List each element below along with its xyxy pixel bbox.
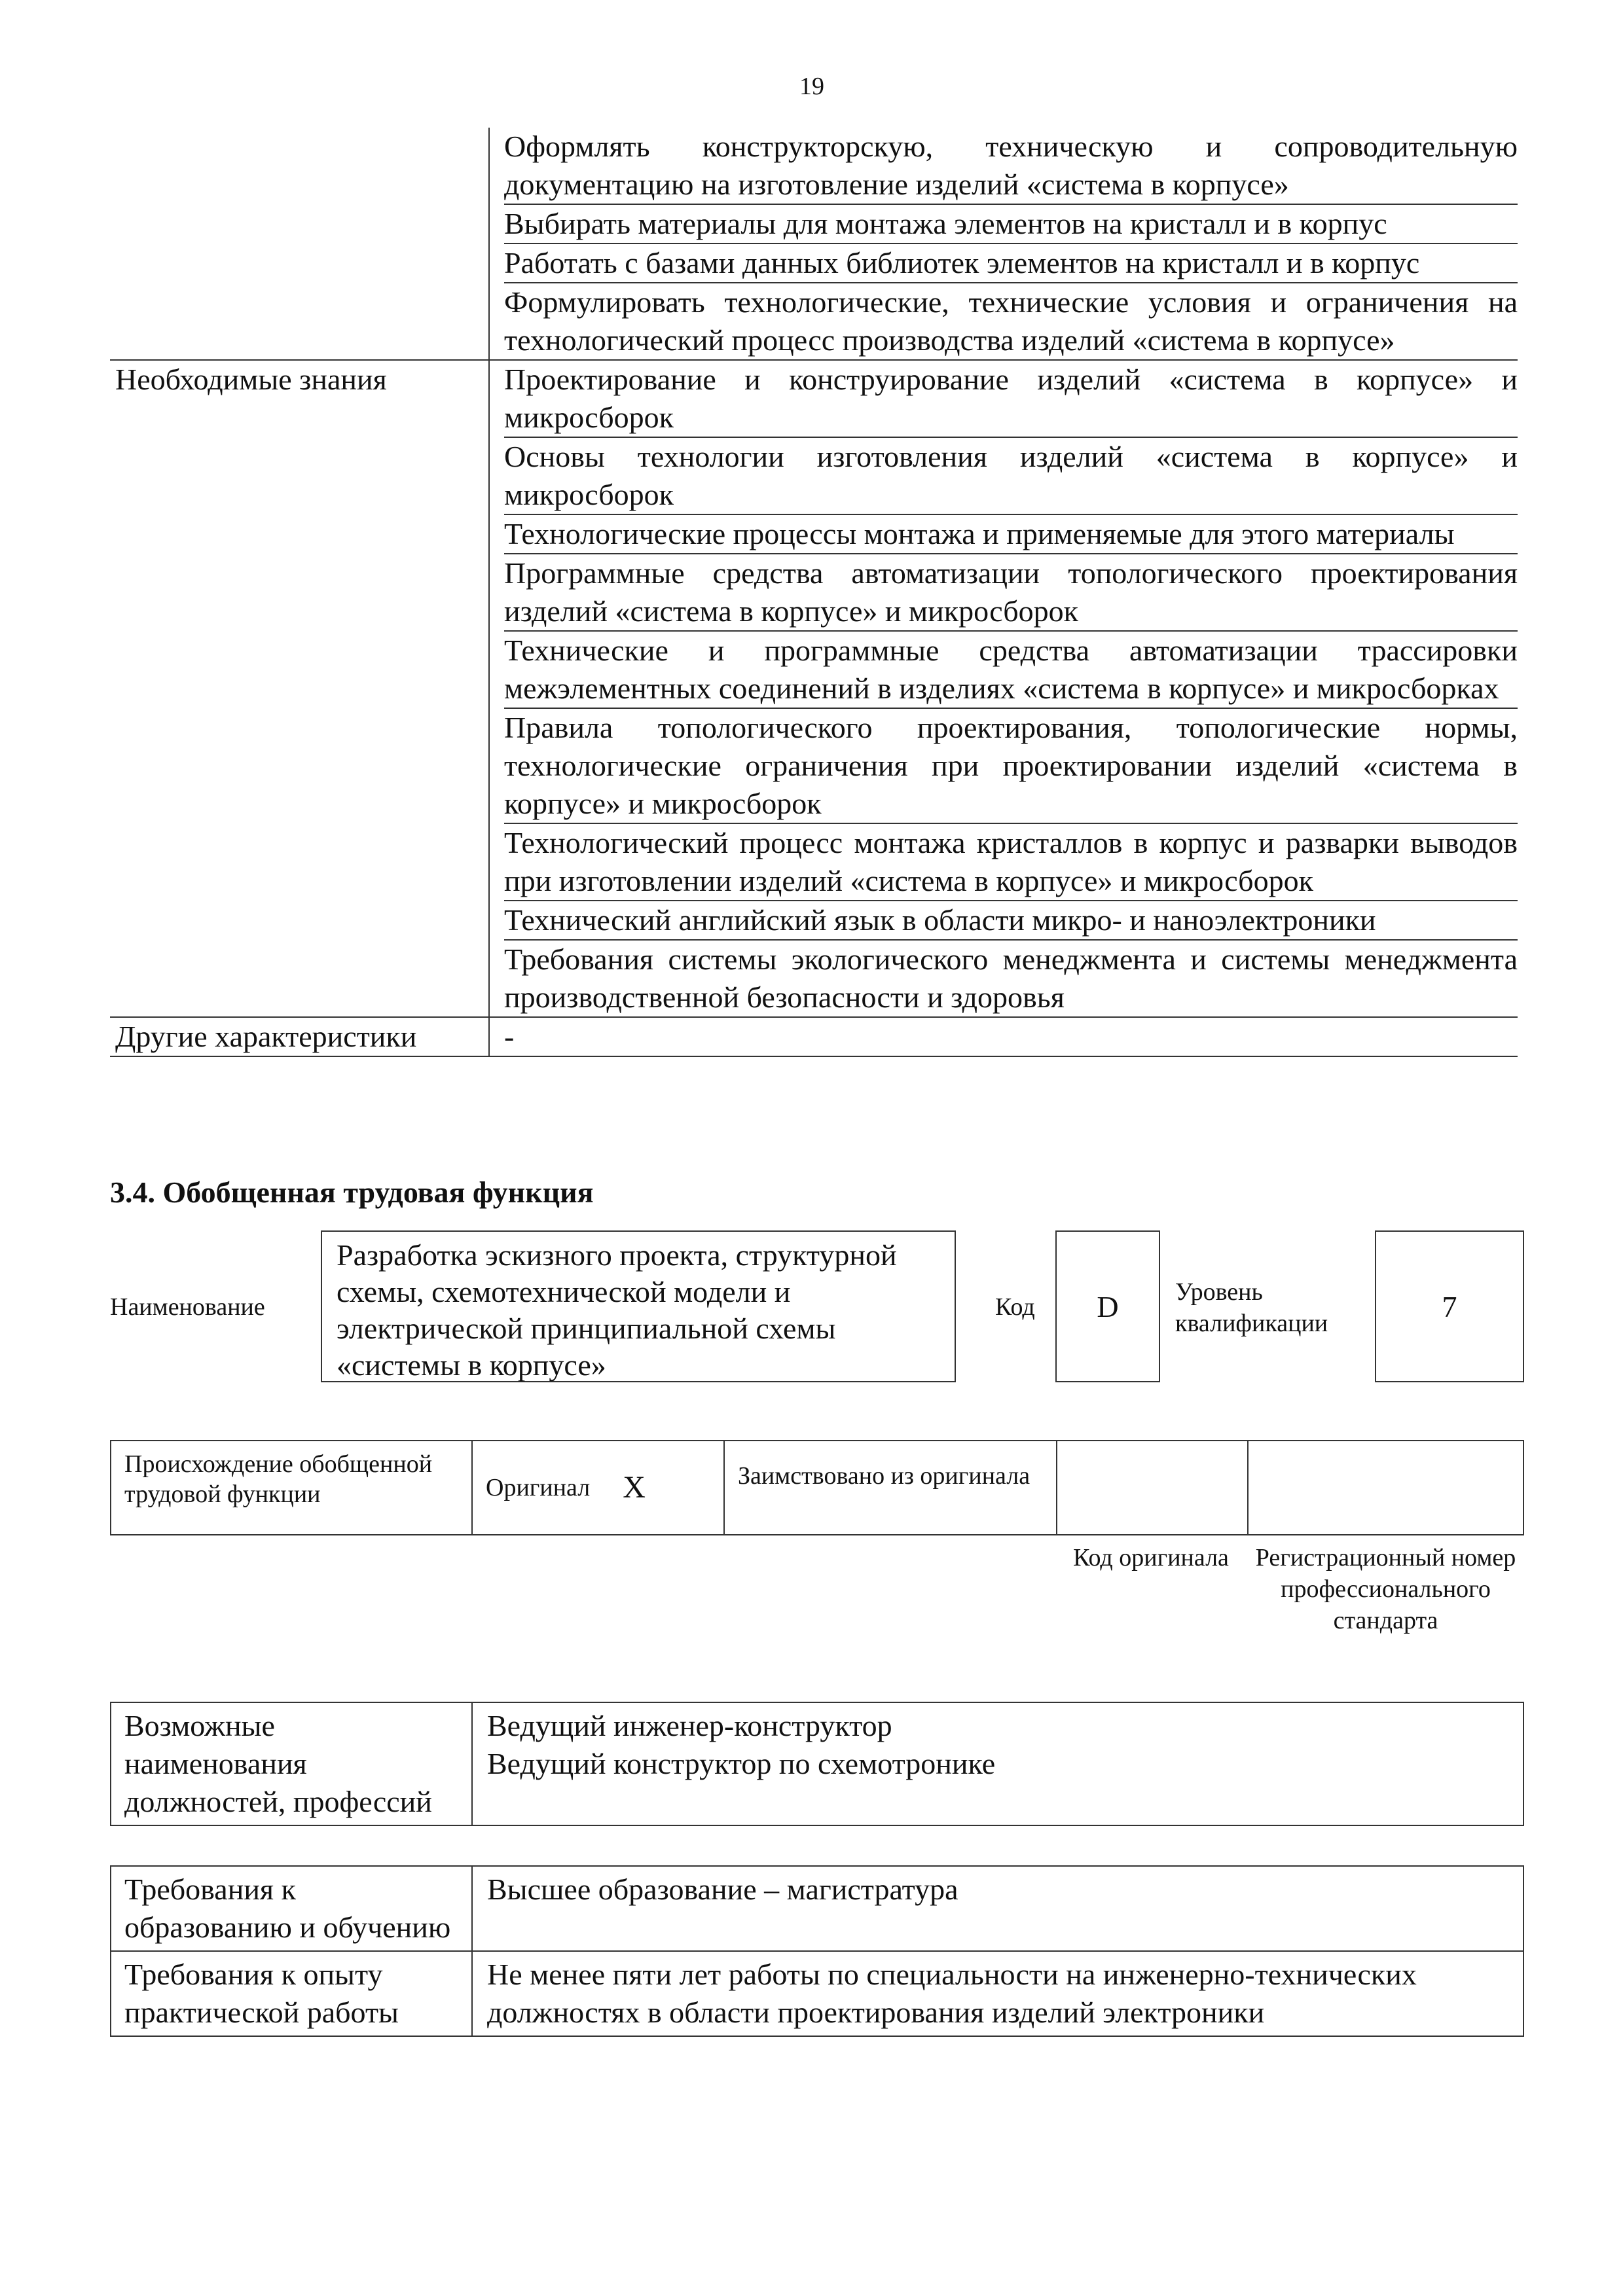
knowledge-label: Необходимые знания xyxy=(110,361,490,1016)
experience-row xyxy=(111,1952,1523,2036)
skill-item: Работать с базами данных библиотек элементов на кристалл и в корпус xyxy=(504,244,1518,283)
code-box xyxy=(1055,1230,1160,1382)
other-label: Другие характеристики xyxy=(110,1018,490,1056)
level-label xyxy=(1175,1276,1328,1339)
origin-table xyxy=(110,1440,1524,1535)
origin-label: Происхождение обобщенной трудовой функции xyxy=(111,1441,473,1534)
function-name-box xyxy=(321,1230,956,1382)
knowledge-item: Правила топологического проектирования, топологические нормы, технологические ограничения при проектировании изделий «система в корпусе» и микросборок xyxy=(504,709,1518,824)
original-label: Оригинал xyxy=(486,1474,591,1501)
positions-table xyxy=(110,1702,1524,1826)
education-label: Требования к образованию и обучению xyxy=(111,1867,473,1950)
requirements-table xyxy=(110,1865,1524,2037)
caption-registration-number: Регистрационный номер профессионального стандарта xyxy=(1255,1544,1516,1634)
position-item: Ведущий конструктор по схемотронике xyxy=(487,1747,996,1780)
skills-label-cell xyxy=(110,128,490,359)
borrowed-label: Заимствовано из оригинала xyxy=(725,1441,1057,1534)
code-label: Код xyxy=(995,1293,1035,1321)
code-value: D xyxy=(1097,1289,1119,1323)
skills-list xyxy=(490,128,1518,359)
level-label-line2: квалификации xyxy=(1175,1310,1328,1337)
level-box xyxy=(1375,1230,1524,1382)
knowledge-row xyxy=(110,361,1518,1018)
page-number: 19 xyxy=(799,73,824,100)
registration-number-cell xyxy=(1249,1441,1523,1534)
other-value-cell xyxy=(490,1018,1518,1056)
level-label-line1: Уровень xyxy=(1175,1278,1263,1306)
other-row xyxy=(110,1018,1518,1057)
level-value: 7 xyxy=(1442,1289,1457,1323)
experience-label: Требования к опыту практической работы xyxy=(111,1952,473,2036)
knowledge-item: Проектирование и конструирование изделий «система в корпусе» и микросборок xyxy=(504,361,1518,438)
skills-row xyxy=(110,128,1518,361)
positions-label: Возможные наименования должностей, профессий xyxy=(111,1703,473,1825)
section-heading: 3.4. Обобщенная трудовая функция xyxy=(110,1175,594,1209)
knowledge-item: Требования системы экологического менеджмента и системы менеджмента производственной безопасности и здоровья xyxy=(504,942,1518,1014)
knowledge-item: Технические и программные средства автоматизации трассировки межэлементных соединений в изделиях «система в корпусе» и микросборках xyxy=(504,632,1518,709)
experience-value: Не менее пяти лет работы по специальности на инженерно-технических должностях в области проектирования изделий электроники xyxy=(487,1958,1417,2029)
caption-original-code: Код оригинала xyxy=(1073,1544,1229,1571)
positions-row xyxy=(111,1703,1523,1825)
knowledge-item: Программные средства автоматизации топологического проектирования изделий «система в корпусе» и микросборок xyxy=(504,554,1518,632)
original-mark: X xyxy=(623,1470,646,1505)
other-value: - xyxy=(504,1020,515,1053)
original-cell xyxy=(473,1441,725,1534)
original-code-cell xyxy=(1057,1441,1249,1534)
knowledge-item: Основы технологии изготовления изделий «система в корпусе» и микросборок xyxy=(504,438,1518,515)
function-name-value: Разработка эскизного проекта, структурной схемы, схемотехнической модели и электрической принципиальной схемы «системы в корпусе» xyxy=(337,1238,897,1382)
skills-knowledge-table xyxy=(110,128,1518,1057)
skill-item: Формулировать технологические, технические условия и ограничения на технологический процесс производства изделий «система в корпусе» xyxy=(504,285,1518,357)
knowledge-item: Технический английский язык в области микро- и наноэлектроники xyxy=(504,901,1518,941)
knowledge-item: Технологический процесс монтажа кристаллов в корпус и разварки выводов при изготовлении изделий «система в корпусе» и микросборок xyxy=(504,824,1518,901)
skill-item: Оформлять конструкторскую, техническую и сопроводительную документацию на изготовление изделий «система в корпусе» xyxy=(504,128,1518,205)
positions-values xyxy=(473,1703,1523,1825)
name-label: Наименование xyxy=(110,1293,265,1321)
knowledge-item: Технологические процессы монтажа и применяемые для этого материалы xyxy=(504,515,1518,554)
education-row xyxy=(111,1867,1523,1952)
education-value: Высшее образование – магистратура xyxy=(487,1873,958,1906)
position-item: Ведущий инженер-конструктор xyxy=(487,1709,892,1742)
skill-item: Выбирать материалы для монтажа элементов на кристалл и в корпус xyxy=(504,205,1518,244)
knowledge-list xyxy=(490,361,1518,1016)
